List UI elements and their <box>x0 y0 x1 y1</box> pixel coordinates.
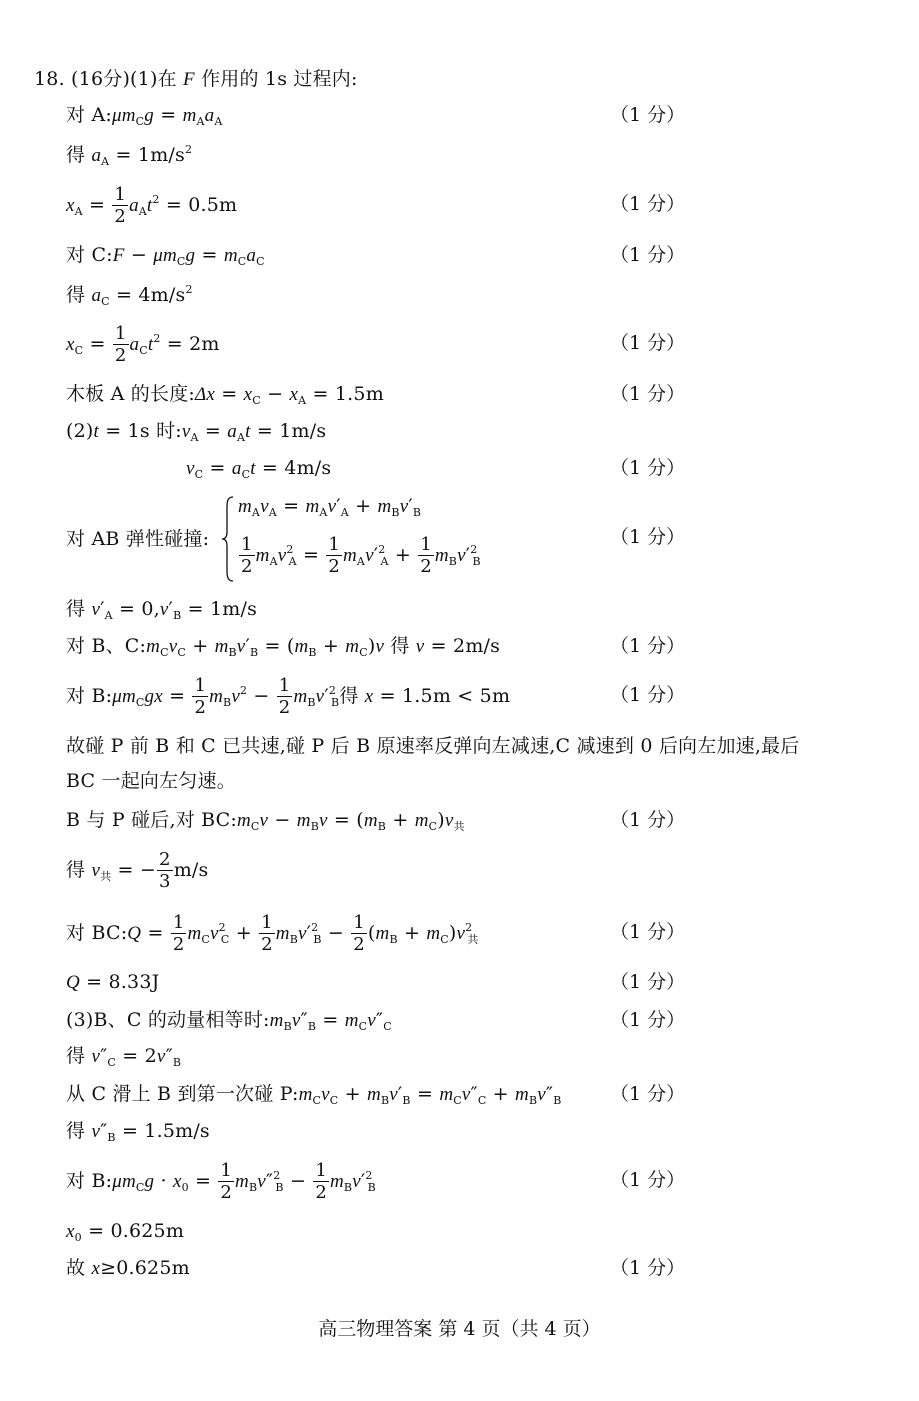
equation-board-length: 木板 A 的长度:Δx = $x_C - x_A = 1.5m$ <box>66 383 384 407</box>
points: （1 分） <box>610 383 686 405</box>
points: （1 分） <box>610 971 686 993</box>
result-vc-double: 得 $v''_C = 2v''_B$ <box>66 1045 182 1069</box>
result-heat: Q = 8.33J <box>66 971 160 993</box>
page-footer: 高三物理答案 第 4 页（共 4 页） <box>318 1318 601 1340</box>
collision-label: 对 AB 弹性碰撞: <box>66 528 210 550</box>
result-x0: $x_0 = 0.625m$ <box>66 1220 185 1244</box>
result-velocities-after-collision: 得 $v'_A = 0,v'_B = 1m/s$ <box>66 598 258 622</box>
result-a-acceleration: 得 $a_A = 1m/s^2$ <box>66 143 193 168</box>
points: （1 分） <box>610 332 686 354</box>
part2-va: (2)t = 1s 时$:v_A = a_At = 1m/s$ <box>66 420 327 444</box>
part3-equal-momentum: (3)B、C 的动量相等时$:m_Bv''_B = m_Cv''_C$ <box>66 1009 392 1033</box>
result-common-velocity: 得 $v_共$ = − $\frac{2}{3}$ m/s <box>66 849 209 892</box>
equation-b-x0: 对 $B:\mu m_Cg \cdot x_0$ = $\frac{1}{2}$ $m_Bv''^2_B$ − $\frac{1}{2}$ $m_Bv'^2_B$ <box>66 1160 376 1203</box>
equation-bc-after-p: B 与 P 碰后,对 $BC:m_Cv - m_Bv = (m_B + m_C)v_共$ <box>66 809 465 833</box>
equation-bc-momentum: 对 B、$C:m_Cv_C + m_Bv'_B = (m_B + m_C)v$ 得 v = 2m/s <box>66 635 501 659</box>
points: （1 分） <box>610 244 686 266</box>
equation-c-force: 对 C:F − $\mu m_Cg = m_Ca_C$ <box>66 244 265 268</box>
result-vb-double-prime: 得 $v''_B = 1.5m/s$ <box>66 1120 210 1144</box>
explanation-line-2: BC 一起向左匀速。 <box>66 770 236 792</box>
points: （1 分） <box>610 457 686 479</box>
equation-heat: 对 BC:Q = $\frac{1}{2}$ $m_Cv^2_C$ + $\frac{1}{2}$ $m_Bv'^2_B$ − $\frac{1}{2}$ $(m_B + m_C)v^2_共$ <box>66 912 479 955</box>
part2-vc: $v_C = a_Ct = 4m/s$ <box>186 457 332 481</box>
system-brace <box>221 496 235 582</box>
points: （1 分） <box>610 921 686 943</box>
points: （1 分） <box>610 1009 686 1031</box>
equation-a-force: 对 $A:\mu m_Cg = m_Aa_A$ <box>66 104 223 128</box>
problem-heading: 18. (16分)(1)在 F 作用的 1s 过程内: <box>34 68 358 90</box>
points: （1 分） <box>610 1257 686 1279</box>
points: （1 分） <box>610 809 686 831</box>
explanation-line-1: 故碰 P 前 B 和 C 已共速,碰 P 后 B 原速率反弹向左减速,C 减速到 0 后向左加速,最后 <box>66 735 800 757</box>
points: （1 分） <box>610 1169 686 1191</box>
equation-x-a: $x_A$ = $\frac{1}{2}$ $a_At^2 = 0.5m$ <box>66 184 238 227</box>
energy-equation: $\frac{1}{2}$ $m_Av^2_A$ = $\frac{1}{2}$ $m_Av'^2_A$ + $\frac{1}{2}$ $m_Bv'^2_B$ <box>241 534 481 577</box>
momentum-equation: $m_Av_A = m_Av'_A + m_Bv'_B$ <box>238 495 422 519</box>
points: （1 分） <box>610 684 686 706</box>
points: （1 分） <box>610 104 686 126</box>
equation-x-c: $x_C$ = $\frac{1}{2}$ $a_Ct^2 = 2m$ <box>66 323 220 366</box>
equation-b-work-energy: 对 $B:\mu m_Cgx$ = $\frac{1}{2}$ $m_Bv^2$ − $\frac{1}{2}$ $m_Bv'^2_B$得 x = 1.5m < 5m <box>66 675 511 718</box>
points: （1 分） <box>610 1083 686 1105</box>
result-c-acceleration: 得 $a_C = 4m/s^2$ <box>66 283 193 308</box>
points: （1 分） <box>610 193 686 215</box>
equation-first-hit-p: 从 C 滑上 B 到第一次碰 $P:m_Cv_C + m_Bv'_B = m_Cv''_C + m_Bv''_B$ <box>66 1083 562 1107</box>
final-conclusion: 故 x≥0.625m <box>66 1257 190 1279</box>
points: （1 分） <box>610 526 686 548</box>
points: （1 分） <box>610 635 686 657</box>
